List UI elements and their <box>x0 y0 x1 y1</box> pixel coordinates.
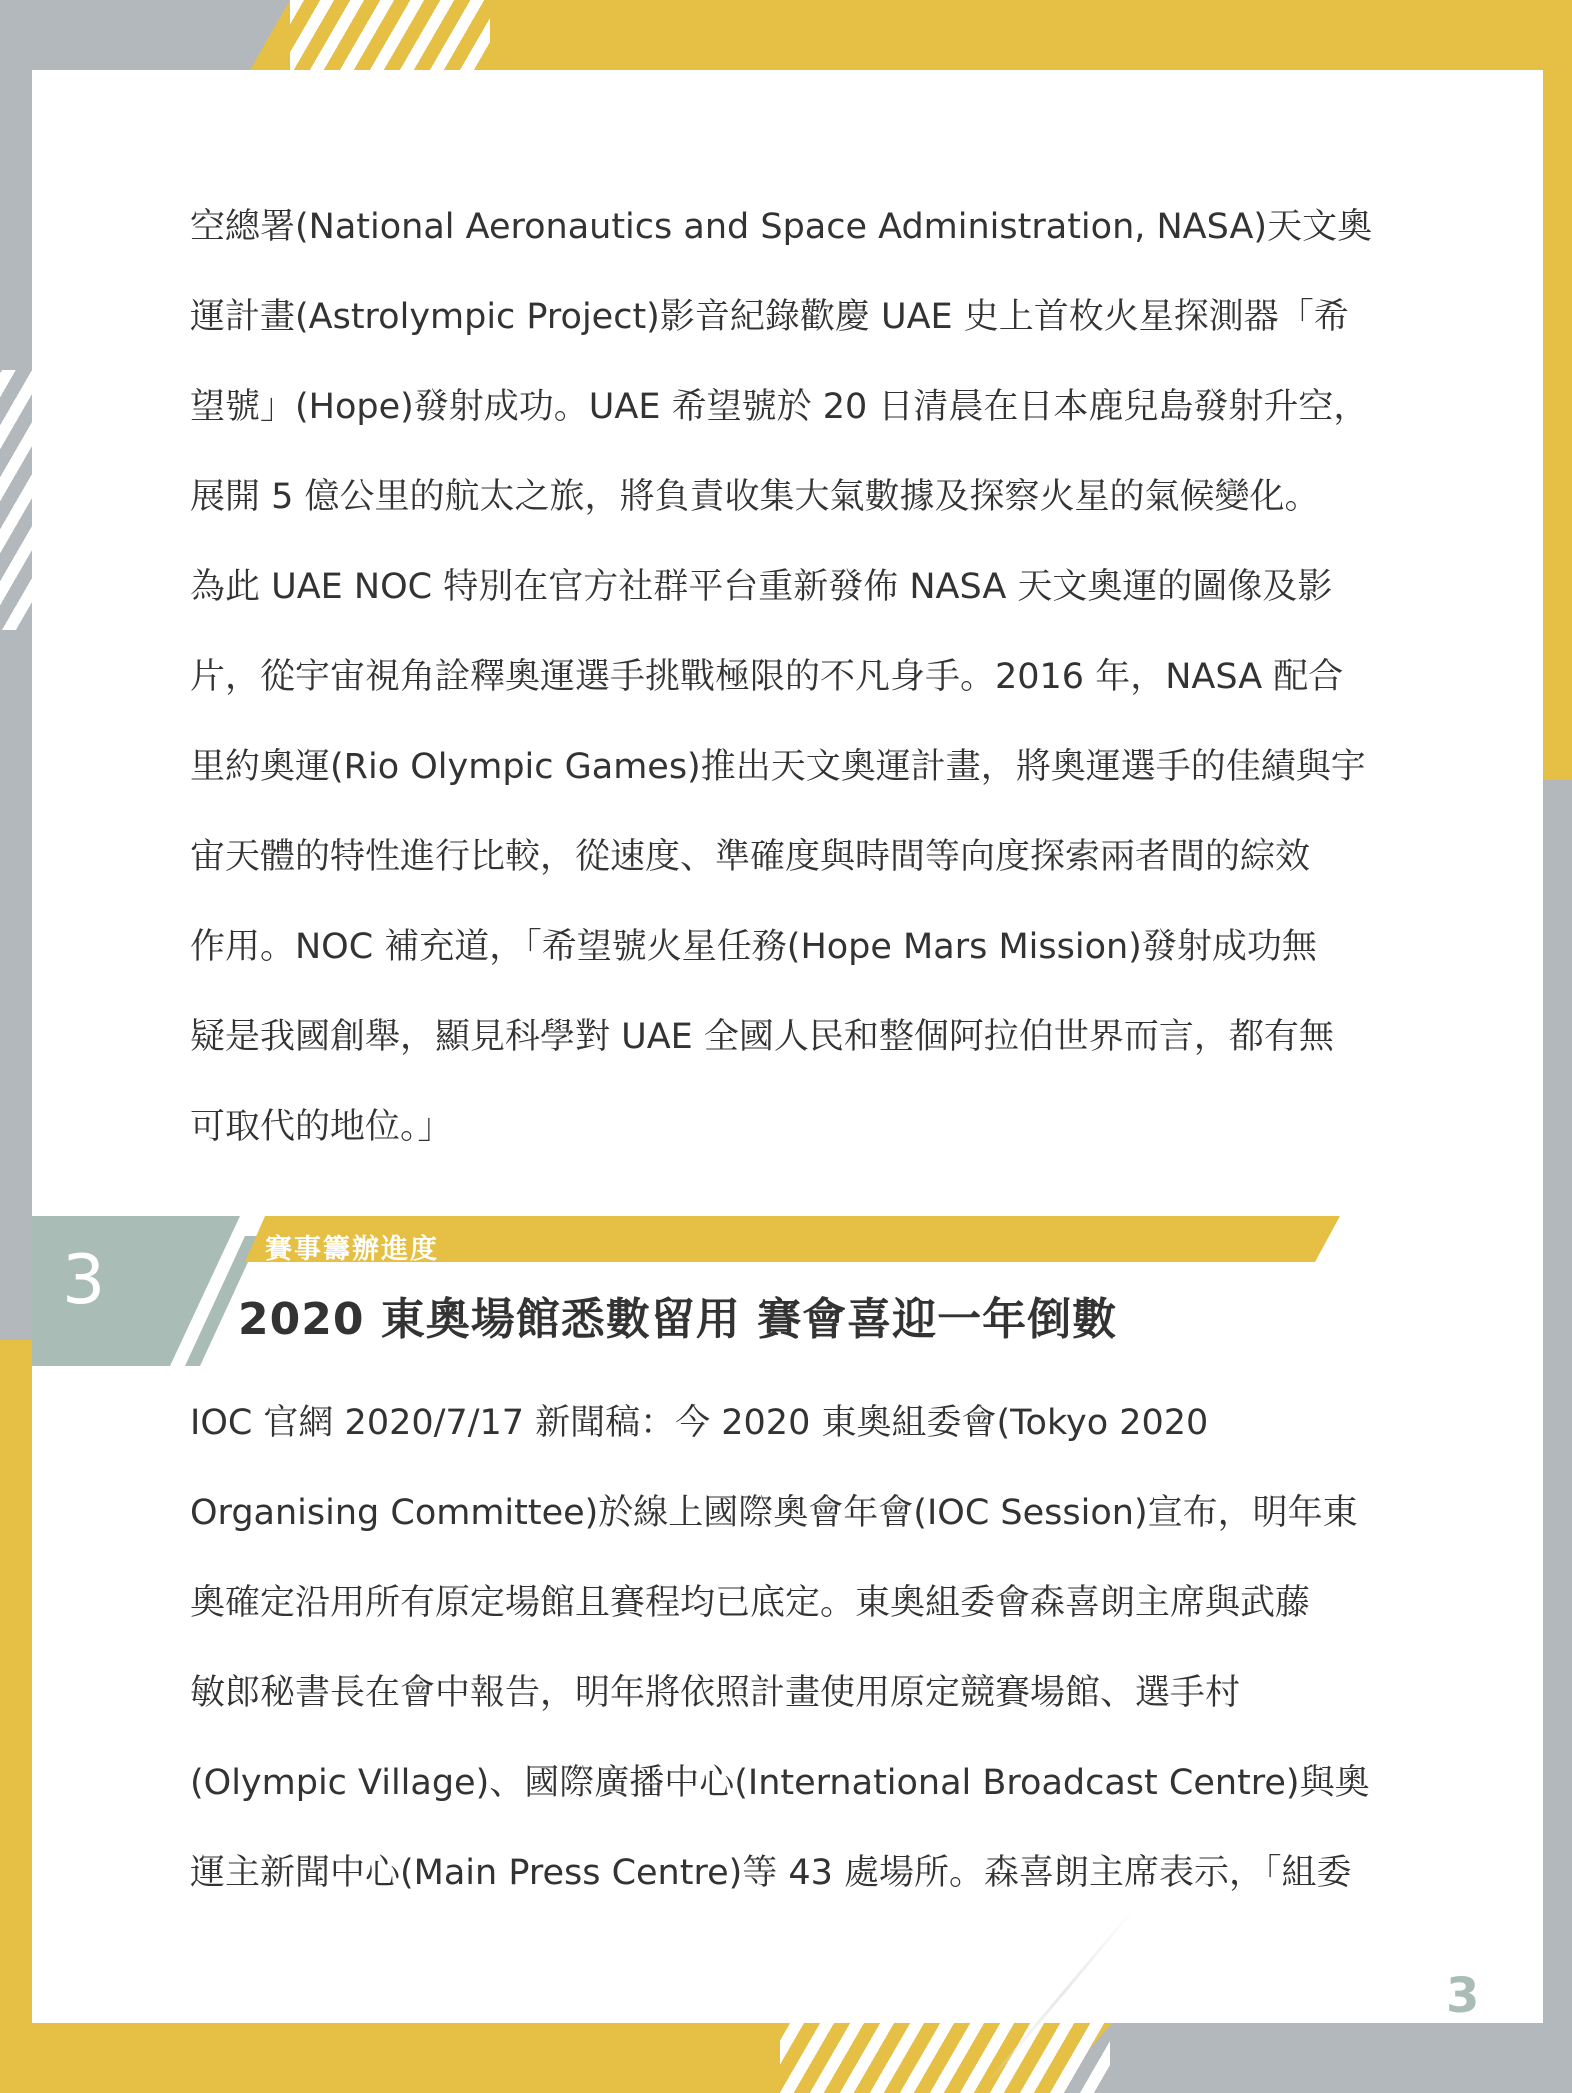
section-title: 2020 東奧場館悉數留用 賽會喜迎一年倒數 <box>238 1294 1118 1345</box>
section-paragraph: IOC 官網 2020/7/17 新聞稿：今 2020 東奧組委會(Tokyo 2020 Organising Committee)於線上國際奧會年會(IOC Session)宣布，明年東 奧確定沿用所有原定場館且賽程均已底定。東奧組委會森喜朗主席與武藤 敏郎秘書長在會中報告，明年將依照計畫使用原定競賽場館、選手村 (Olympic Village)、國際廣播中心(International Broadcast Centre)與奧 運主新聞中心(Main Press Centre)等 43 處場所。森喜朗主席表示，「組委 <box>190 1403 1370 1893</box>
decorative-gray-left <box>0 70 32 1340</box>
body-paragraph: 空總署(National Aeronautics and Space Administration, NASA)天文奧 運計畫(Astrolympic Project)影音紀錄歡慶 UAE 史上首枚火星探測器「希 望號」(Hope)發射成功。UAE 希望號於 20 日清晨在日本鹿兒島發射升空， 展開 5 億公里的航太之旅，將負責收集大氣數據及探察火星的氣候變化。 為此 UAE NOC 特別在官方社群平台重新發佈 NASA 天文奧運的圖像及影 片，從宇宙視角詮釋奧運選手挑戰極限的不凡身手。2016 年，NASA 配合 里約奧運(Rio Olympic Games)推出天文奧運計畫，將奧運選手的佳績與宇 宙天體的特性進行比較，從速度、準確度與時間等向度探索兩者間的綜效 作用。NOC 補充道，「希望號火星任務(Hope Mars Mission)發射成功無 疑是我國創舉，顯見科學對 UAE 全國人民和整個阿拉伯世界而言，都有無 可取代的地位。」 <box>190 207 1373 1147</box>
decorative-yellow-left <box>0 1340 32 2023</box>
section-kicker: 賽事籌辦進度 <box>265 1234 439 1265</box>
decorative-gray-right <box>1540 780 1572 2023</box>
decorative-yellow-right <box>1540 70 1572 780</box>
background-gray-bottom-right <box>1052 2023 1572 2093</box>
section-number: 3 <box>62 1241 106 1320</box>
decorative-stripes-bottom <box>780 2023 1110 2093</box>
decorative-stripes-left <box>0 370 32 630</box>
page-number: 3 <box>1446 1968 1480 2024</box>
decorative-stripes-top <box>290 0 490 70</box>
